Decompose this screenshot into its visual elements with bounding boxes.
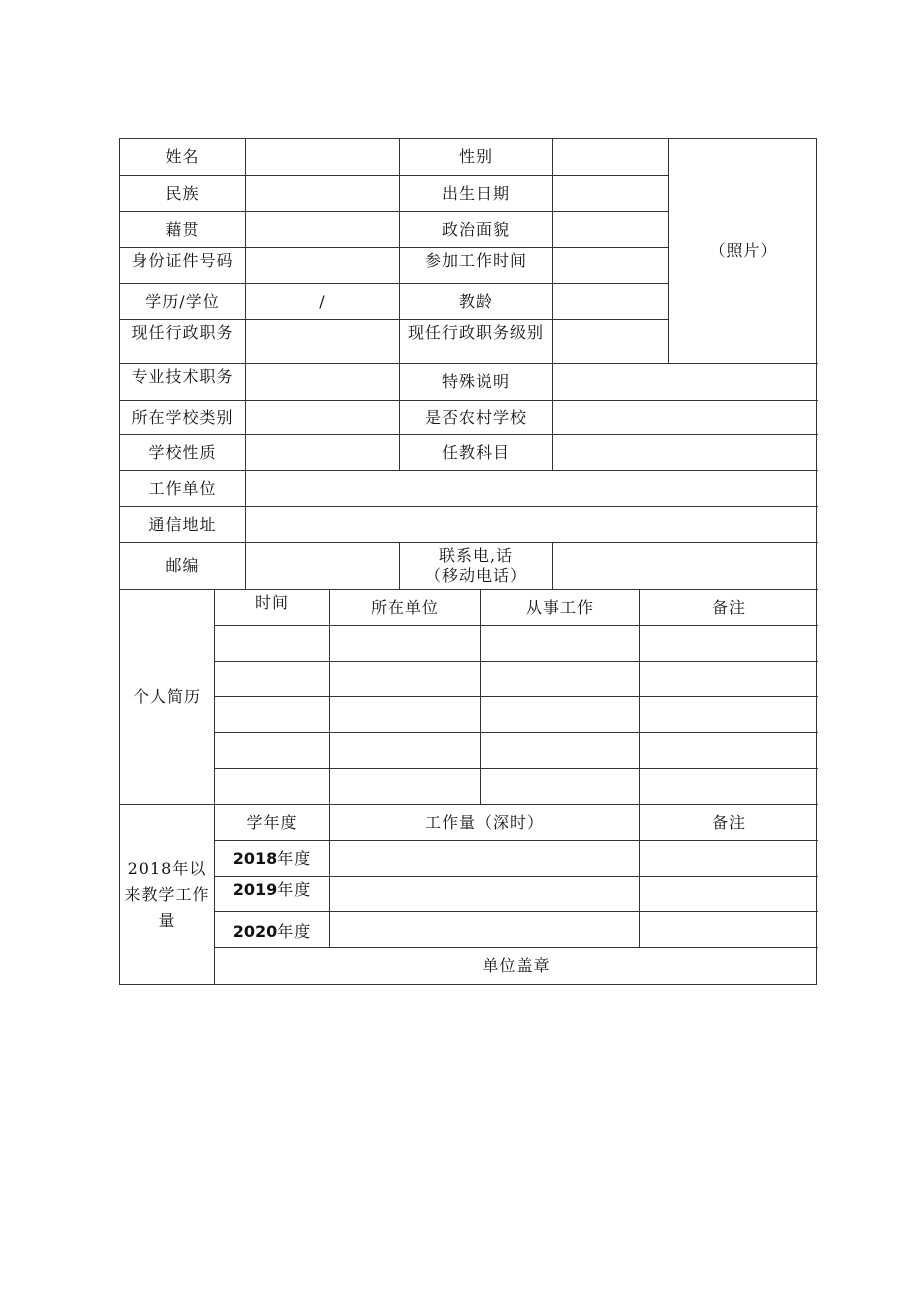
registration-form: [119, 138, 817, 985]
admin-post-label: 现任行政职务: [120, 320, 246, 364]
address-label: 通信地址: [120, 507, 246, 543]
workload-hours-2019[interactable]: [330, 877, 640, 912]
subject-field[interactable]: [553, 435, 818, 471]
political-status-field[interactable]: [553, 212, 669, 248]
birth-date-field[interactable]: [553, 176, 669, 212]
employer-label: 工作单位: [120, 471, 246, 507]
education-field[interactable]: [246, 284, 400, 320]
work-start-label: 参加工作时间: [400, 248, 553, 284]
resume-cell[interactable]: [640, 733, 818, 769]
work-start-field[interactable]: [553, 248, 669, 284]
workload-label-line3: 量: [158, 910, 176, 930]
admin-level-field[interactable]: [553, 320, 669, 364]
postcode-field[interactable]: [246, 543, 400, 590]
workload-header-year: 学年度: [215, 805, 330, 841]
workload-remarks-2019[interactable]: [640, 877, 818, 912]
unit-seal: 单位盖章: [482, 956, 551, 975]
year-suffix: 年度: [277, 880, 312, 899]
workload-year-2020: [215, 912, 330, 948]
workload-hours-2018[interactable]: [330, 841, 640, 877]
workload-label: [120, 805, 215, 984]
id-number-label: 身份证件号码: [120, 248, 246, 284]
native-place-field[interactable]: [246, 212, 400, 248]
education-label: 学历/学位: [120, 284, 246, 320]
year-number: 2018: [232, 848, 278, 868]
school-type-field[interactable]: [246, 401, 400, 435]
tech-title-field[interactable]: [246, 364, 400, 401]
resume-label: 个人简历: [120, 590, 215, 805]
postcode-label: 邮编: [120, 543, 246, 590]
native-place-label: 藉贯: [120, 212, 246, 248]
workload-year-2018: [215, 841, 330, 877]
teaching-years-label: 教龄: [400, 284, 553, 320]
photo-box[interactable]: [669, 139, 818, 364]
phone-label-line1: 联系电,话: [438, 546, 514, 565]
special-note-label: 特殊说明: [400, 364, 553, 401]
phone-label-line2: （移动电话）: [424, 566, 527, 585]
name-label: 姓名: [120, 139, 246, 176]
resume-cell[interactable]: [330, 769, 481, 805]
workload-label-line2: 来教学工作: [124, 884, 210, 904]
ethnicity-label: 民族: [120, 176, 246, 212]
special-note-field[interactable]: [553, 364, 818, 401]
resume-header-remarks: 备注: [640, 590, 818, 626]
phone-field[interactable]: [553, 543, 818, 590]
year-suffix: 年度: [277, 848, 312, 868]
workload-remarks-2018[interactable]: [640, 841, 818, 877]
resume-cell[interactable]: [481, 733, 640, 769]
gender-field[interactable]: [553, 139, 669, 176]
workload-hours-2020[interactable]: [330, 912, 640, 948]
rural-school-field[interactable]: [553, 401, 818, 435]
resume-cell[interactable]: [215, 733, 330, 769]
resume-cell[interactable]: [215, 626, 330, 662]
resume-cell[interactable]: [481, 626, 640, 662]
political-status-label: 政治面貌: [400, 212, 553, 248]
phone-label: [400, 543, 553, 590]
resume-header-job: 从事工作: [481, 590, 640, 626]
resume-cell[interactable]: [215, 662, 330, 697]
tech-title-label: 专业技术职务: [120, 364, 246, 401]
id-number-field[interactable]: [246, 248, 400, 284]
teaching-years-field[interactable]: [553, 284, 669, 320]
resume-cell[interactable]: [330, 626, 481, 662]
school-type-label: 所在学校类别: [120, 401, 246, 435]
education-separator: /: [319, 291, 326, 311]
resume-cell[interactable]: [481, 697, 640, 733]
workload-header-remarks: 备注: [640, 805, 818, 841]
resume-cell[interactable]: [640, 697, 818, 733]
birth-date-label: 出生日期: [400, 176, 553, 212]
resume-header-time: 时间: [215, 590, 330, 626]
year-number: 2019: [232, 880, 278, 899]
admin-level-label: 现任行政职务级别: [400, 320, 553, 364]
resume-cell[interactable]: [330, 662, 481, 697]
photo-label: （照片）: [709, 241, 778, 260]
resume-cell[interactable]: [640, 662, 818, 697]
resume-cell[interactable]: [330, 733, 481, 769]
admin-post-field[interactable]: [246, 320, 400, 364]
resume-cell[interactable]: [640, 769, 818, 805]
resume-cell[interactable]: [481, 769, 640, 805]
resume-cell[interactable]: [330, 697, 481, 733]
workload-label-line1: 2018年以: [127, 858, 207, 878]
address-field[interactable]: [246, 507, 818, 543]
workload-year-2019: [215, 877, 330, 912]
resume-cell[interactable]: [640, 626, 818, 662]
school-nature-field[interactable]: [246, 435, 400, 471]
school-nature-label: 学校性质: [120, 435, 246, 471]
year-suffix: 年度: [277, 921, 312, 941]
gender-label: 性别: [400, 139, 553, 176]
name-field[interactable]: [246, 139, 400, 176]
resume-cell[interactable]: [215, 697, 330, 733]
resume-header-employer: 所在单位: [330, 590, 481, 626]
resume-cell[interactable]: [481, 662, 640, 697]
ethnicity-field[interactable]: [246, 176, 400, 212]
subject-label: 任教科目: [400, 435, 553, 471]
resume-cell[interactable]: [215, 769, 330, 805]
workload-header-hours: 工作量（深时）: [330, 805, 640, 841]
rural-school-label: 是否农村学校: [400, 401, 553, 435]
employer-field[interactable]: [246, 471, 818, 507]
workload-remarks-2020[interactable]: [640, 912, 818, 948]
year-number: 2020: [232, 921, 278, 941]
